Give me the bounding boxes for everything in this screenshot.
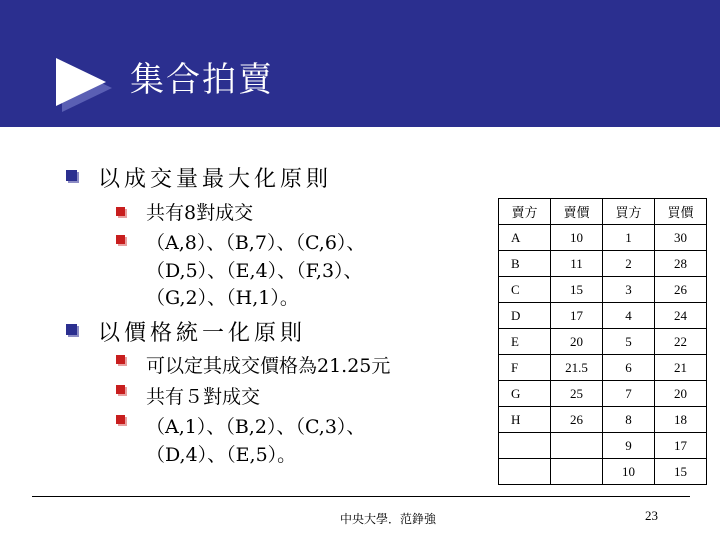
table-cell: 11: [551, 251, 603, 277]
item-bullet-icon: [116, 355, 125, 364]
table-cell: [551, 433, 603, 459]
table-cell: 18: [655, 407, 707, 433]
table-row: [499, 459, 707, 485]
text-line: （D,5）、（E,4）、（F,3）、: [146, 260, 363, 282]
table-cell: B: [499, 251, 551, 277]
item-bullet-icon: [116, 415, 125, 424]
item-bullet-icon: [116, 207, 125, 216]
table-cell: 22: [655, 329, 707, 355]
header-cell: 賣方: [499, 199, 551, 225]
table-cell: 8: [603, 407, 655, 433]
header-cell: 買方: [603, 199, 655, 225]
text-line: （A,1）、（B,2）、（C,3）、: [146, 416, 366, 438]
table-row: [499, 407, 707, 433]
table-cell: 3: [603, 277, 655, 303]
table-row: [499, 381, 707, 407]
table-cell: G: [499, 381, 551, 407]
table-cell: 25: [551, 381, 603, 407]
page-number: 23: [645, 508, 658, 523]
play-arrow-icon: [52, 56, 112, 112]
table-cell: 15: [655, 459, 707, 485]
header-cell: 賣價: [551, 199, 603, 225]
text-line: 共有8對成交: [146, 202, 254, 224]
text-line: （D,4）、（E,5）。: [146, 444, 297, 466]
title-bar: [0, 0, 720, 127]
table-cell: F: [499, 355, 551, 381]
section-heading: 以價格統一化原則: [98, 321, 307, 346]
table-cell: 17: [655, 433, 707, 459]
table-cell: 10: [603, 459, 655, 485]
table-row: [499, 433, 707, 459]
section-heading: 以成交量最大化原則: [98, 167, 333, 192]
table-cell: E: [499, 329, 551, 355]
table-cell: 9: [603, 433, 655, 459]
table-cell: 20: [655, 381, 707, 407]
table-cell: 26: [551, 407, 603, 433]
footer-credit: 中央大學．范錚強: [340, 512, 437, 526]
header-cell: 買價: [655, 199, 707, 225]
item-bullet-icon: [116, 385, 125, 394]
table-cell: 24: [655, 303, 707, 329]
table-cell: 21.5: [551, 355, 603, 381]
table-cell: 26: [655, 277, 707, 303]
table-cell: 17: [551, 303, 603, 329]
table-row: [499, 251, 707, 277]
table-cell: 2: [603, 251, 655, 277]
text-line: （G,2）、（H,1）。: [146, 287, 299, 309]
table-cell: [499, 459, 551, 485]
table-cell: D: [499, 303, 551, 329]
table-row: [499, 225, 707, 251]
table-cell: [551, 459, 603, 485]
text-line: 共有５對成交: [146, 386, 261, 408]
page-title: 集合拍賣: [130, 60, 274, 100]
table-header-row: [499, 199, 707, 225]
table-cell: 1: [603, 225, 655, 251]
table-cell: 30: [655, 225, 707, 251]
table-cell: 20: [551, 329, 603, 355]
table-cell: A: [499, 225, 551, 251]
table-cell: 28: [655, 251, 707, 277]
table-row: [499, 355, 707, 381]
table-cell: 10: [551, 225, 603, 251]
table-row: [499, 329, 707, 355]
table-cell: 21: [655, 355, 707, 381]
table-row: [499, 277, 707, 303]
table-cell: 4: [603, 303, 655, 329]
table-cell: 15: [551, 277, 603, 303]
table-cell: 7: [603, 381, 655, 407]
item-bullet-icon: [116, 235, 125, 244]
footer-divider: [32, 496, 690, 497]
section-bullet-icon: [66, 324, 77, 335]
table-cell: H: [499, 407, 551, 433]
text-line: （A,8）、（B,7）、（C,6）、: [146, 232, 366, 254]
table-cell: 5: [603, 329, 655, 355]
section-bullet-icon: [66, 170, 77, 181]
table-row: [499, 303, 707, 329]
price-table: [498, 198, 707, 485]
table-cell: C: [499, 277, 551, 303]
table-cell: [499, 433, 551, 459]
table-cell: 6: [603, 355, 655, 381]
text-line: 可以定其成交價格為21.25元: [146, 355, 391, 377]
